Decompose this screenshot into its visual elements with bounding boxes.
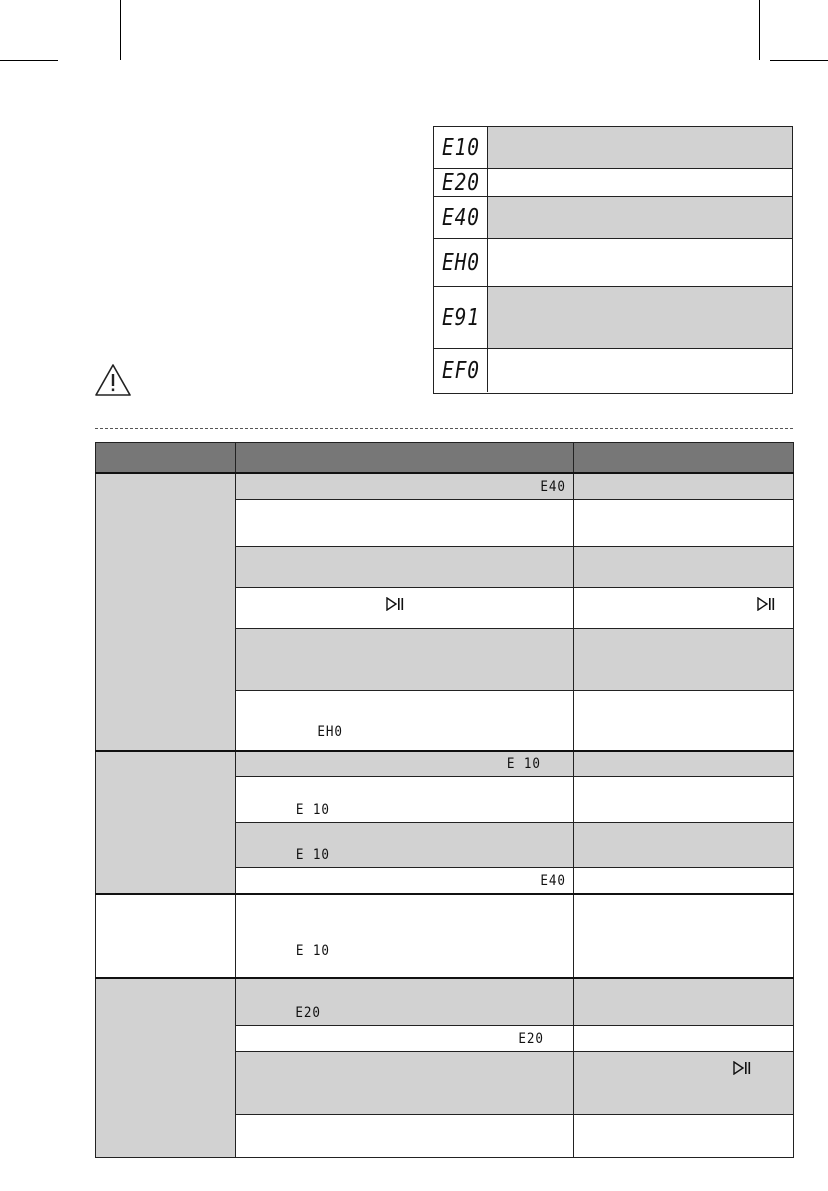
code-cell [434,239,488,287]
warning-triangle-icon [94,363,132,397]
error-code: E40 [540,872,566,889]
solution-cell [574,473,794,500]
problem-cell [96,978,236,1158]
code-cell [434,127,488,169]
cause-cell [236,777,574,823]
cause-cell [236,1052,574,1115]
solution-cell [574,547,794,588]
cause-cell [236,500,574,547]
solution-cell [574,1115,794,1158]
table-row [96,978,794,1026]
table-header-row [96,443,794,473]
cause-cell [236,629,574,691]
code-description [488,239,792,287]
error-code: EH0 [317,723,343,740]
troubleshooting-table [95,442,794,1158]
code-description [488,169,792,197]
code-description [488,127,792,169]
code-cell [434,169,488,197]
problem-group [96,978,794,1158]
start-pause-icon [386,597,404,611]
crop-mark-left [120,0,121,60]
cause-cell [236,751,574,777]
error-code-table [433,126,793,394]
solution-cell [574,777,794,823]
cause-cell [236,547,574,588]
error-code: E 10 [295,847,330,863]
error-code: E 10 [295,942,330,959]
code-cell [434,197,488,239]
problem-group [96,473,794,751]
error-code: E40 [540,479,566,495]
cause-cell [236,894,574,978]
problem-group [96,894,794,978]
problem-cell [96,751,236,894]
code-cell [434,287,488,349]
problem-cell [96,473,236,751]
start-pause-icon [733,1061,751,1075]
cause-cell [236,588,574,629]
error-code: E40 [442,204,480,231]
start-pause-icon [757,597,775,611]
section-divider [95,428,793,429]
table-row [96,894,794,978]
cause-cell [236,978,574,1026]
solution-cell [574,588,794,629]
solution-cell [574,1052,794,1115]
solution-cell [574,894,794,978]
header-problem [96,443,236,473]
problem-group [96,751,794,894]
solution-cell [574,978,794,1026]
cause-cell [236,823,574,868]
code-description [488,349,792,392]
error-code: EH0 [442,249,480,276]
solution-cell [574,868,794,894]
crop-mark-right [759,0,760,60]
solution-cell [574,823,794,868]
problem-cell [96,894,236,978]
error-code: E 10 [507,756,542,772]
cause-cell [236,473,574,500]
header-solution [574,443,794,473]
error-code: E10 [442,134,480,161]
cause-cell [236,1026,574,1052]
table-row [96,751,794,777]
solution-cell [574,691,794,751]
code-description [488,197,792,239]
code-description [488,287,792,349]
code-cell [434,349,488,392]
solution-cell [574,500,794,547]
solution-cell [574,751,794,777]
crop-mark-left-h [0,60,58,61]
error-code: E 10 [295,802,330,818]
error-code: E91 [442,304,480,331]
cause-cell [236,691,574,751]
solution-cell [574,629,794,691]
cause-cell [236,1115,574,1158]
error-code: E20 [295,1005,321,1021]
error-code: E20 [518,1031,544,1047]
error-code: EF0 [442,357,480,384]
table-row [96,473,794,500]
error-code: E20 [442,169,480,196]
header-cause [236,443,574,473]
crop-mark-right-h [770,60,828,61]
solution-cell [574,1026,794,1052]
cause-cell [236,868,574,894]
